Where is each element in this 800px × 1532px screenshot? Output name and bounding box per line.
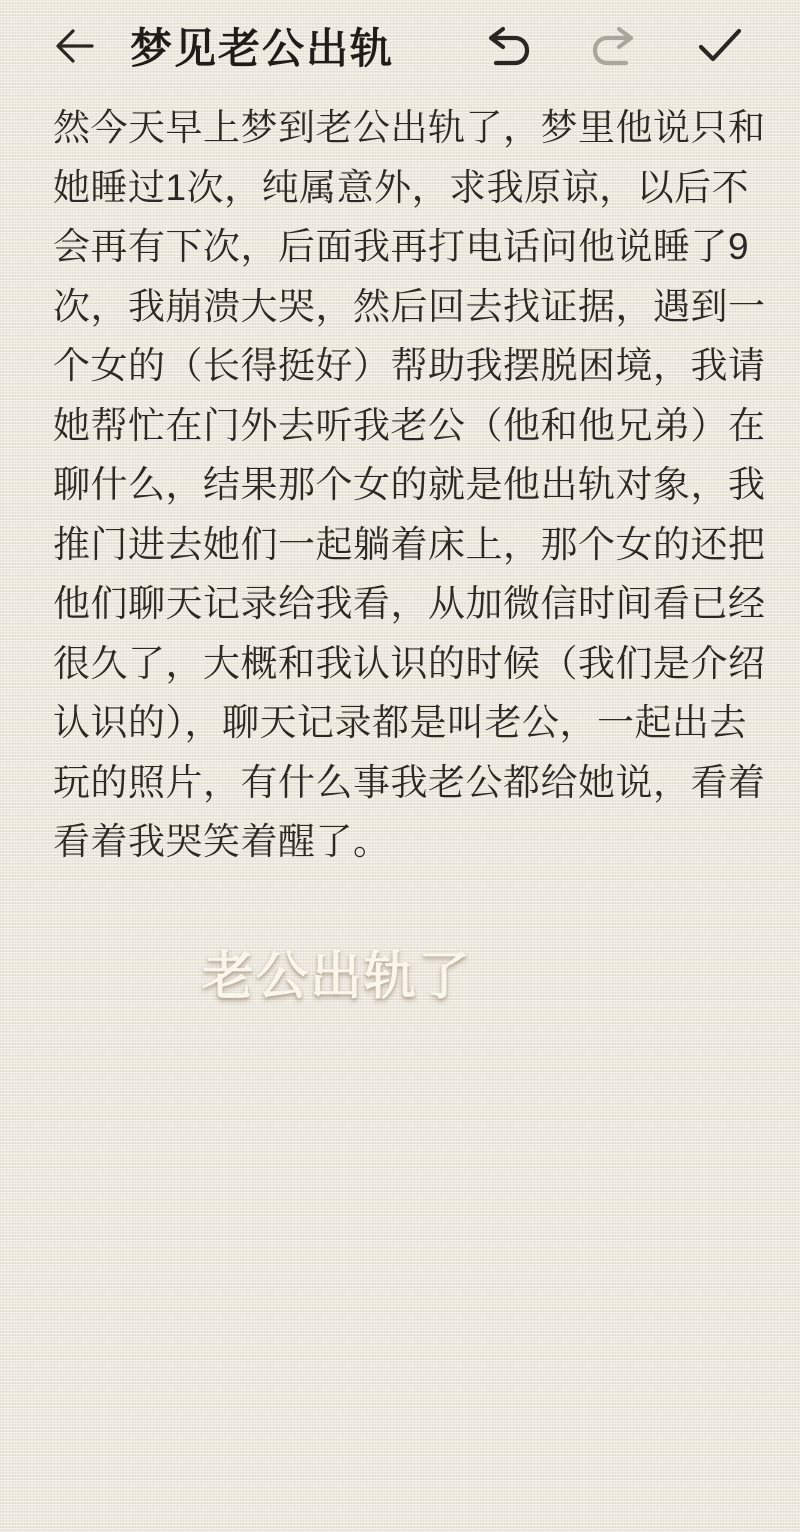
- back-button[interactable]: [52, 26, 96, 66]
- page-title[interactable]: 梦见老公出轨: [130, 25, 395, 72]
- note-text-line: 她睡过1次，纯属意外，求我原谅，以后不: [53, 166, 750, 208]
- confirm-button[interactable]: [696, 26, 744, 66]
- note-text-line: 认识的），聊天记录都是叫老公，一起出去: [53, 702, 747, 743]
- redo-button[interactable]: [590, 26, 638, 66]
- note-body-editor[interactable]: [0, 84, 800, 872]
- note-text-line: 玩的照片，有什么事我老公都给她说，看着: [53, 761, 766, 803]
- header: [0, 0, 800, 84]
- redo-icon: [590, 26, 638, 66]
- note-text-line: 他们聊天记录给我看，从加微信时间看已经: [53, 583, 766, 624]
- note-text-line: 聊什么，结果那个女的就是他出轨对象，我: [53, 464, 766, 505]
- overlay-caption: 老公出轨了: [202, 948, 473, 1006]
- undo-button[interactable]: [484, 26, 532, 66]
- undo-icon: [484, 26, 532, 66]
- note-text-line: 很久了，大概和我认识的时候（我们是介绍: [53, 642, 766, 684]
- note-text-line: 她帮忙在门外去听我老公（他和他兄弟）在: [53, 404, 766, 446]
- note-text-line: 然今天早上梦到老公出轨了，梦里他说只和: [53, 107, 766, 148]
- note-text-line: 次，我崩溃大哭，然后回去找证据，遇到一: [53, 285, 766, 327]
- note-text-line: 个女的（长得挺好）帮助我摆脱困境，我请: [53, 345, 766, 386]
- note-text-line: 推门进去她们一起躺着床上，那个女的还把: [53, 523, 766, 565]
- check-icon: [696, 26, 744, 66]
- note-text-line: 看着我哭笑着醒了。: [53, 821, 391, 862]
- note-text-line: 会再有下次，后面我再打电话问他说睡了9: [53, 226, 750, 267]
- header-actions: [484, 26, 744, 66]
- back-arrow-icon: [52, 26, 96, 66]
